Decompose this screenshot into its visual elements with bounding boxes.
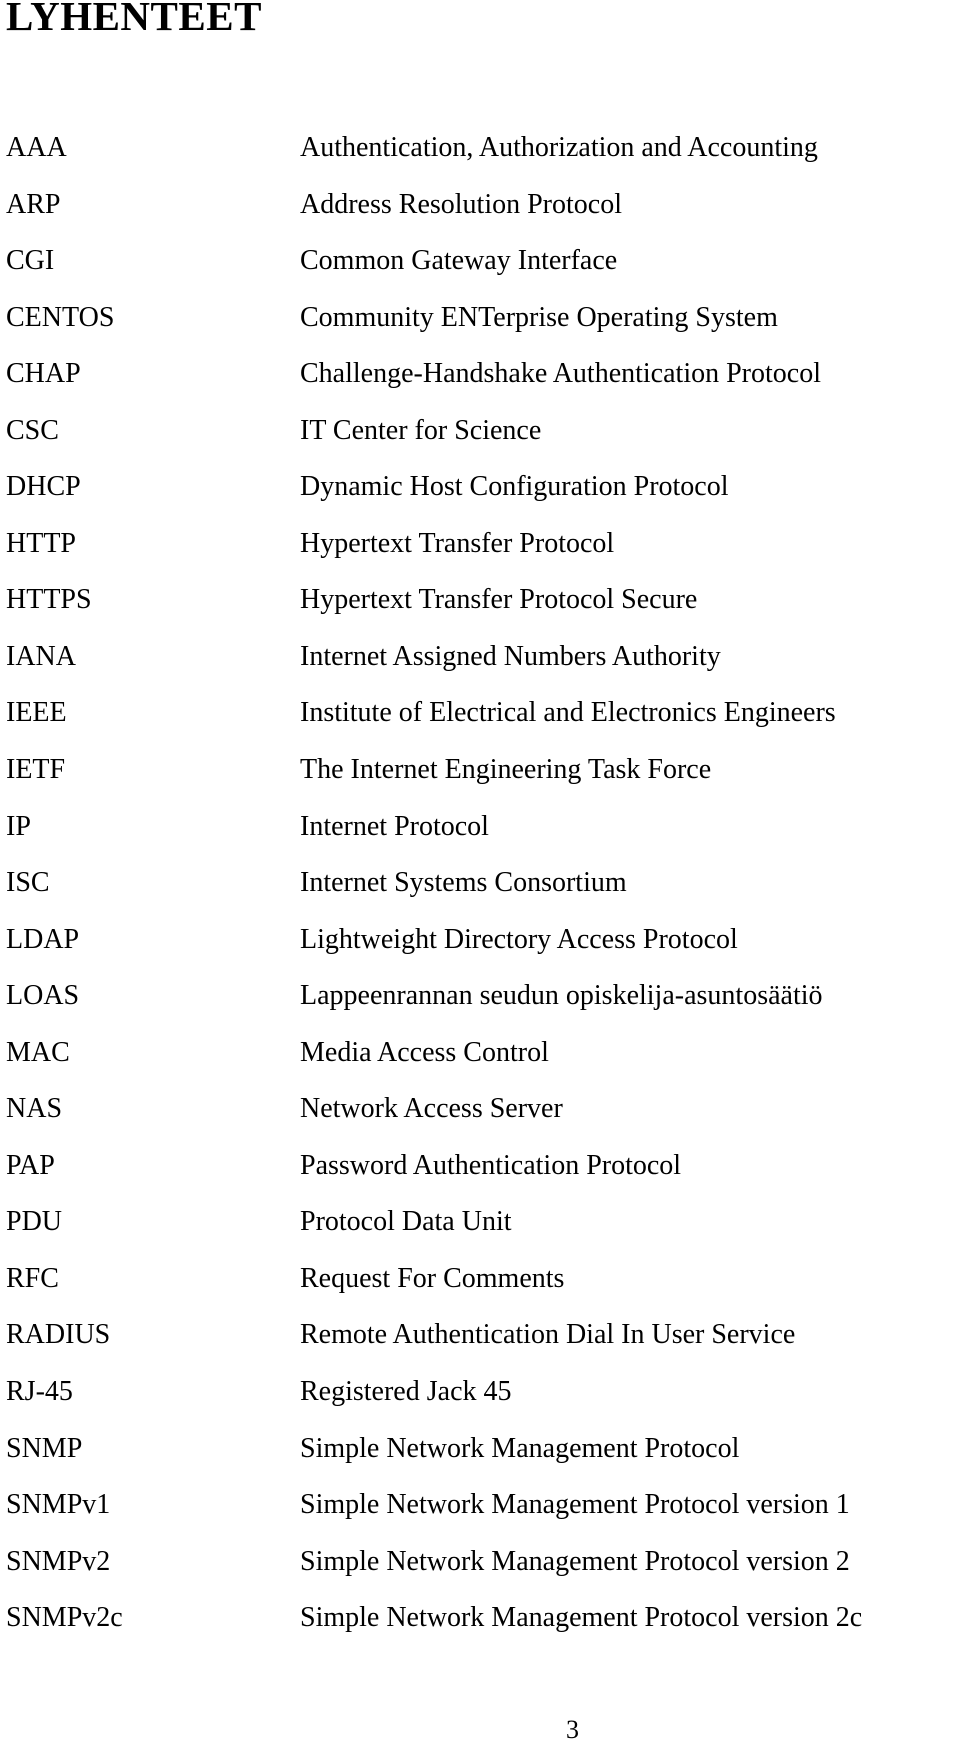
abbreviation-definition: Remote Authentication Dial In User Service	[300, 1319, 796, 1351]
abbreviation-definition: Lightweight Directory Access Protocol	[300, 923, 738, 955]
abbreviation-term: IP	[6, 810, 31, 842]
abbreviation-row	[6, 1421, 956, 1478]
abbreviation-definition: Hypertext Transfer Protocol Secure	[300, 584, 698, 616]
abbreviation-row	[6, 1025, 956, 1082]
abbreviation-row	[6, 459, 956, 516]
abbreviation-definition: The Internet Engineering Task Force	[300, 754, 712, 786]
abbreviation-term: PDU	[6, 1206, 63, 1238]
abbreviation-definition: Internet Assigned Numbers Authority	[300, 640, 721, 672]
abbreviation-term: HTTP	[6, 527, 76, 559]
abbreviation-row	[6, 572, 956, 629]
abbreviation-row	[6, 1534, 956, 1591]
abbreviation-definition: Hypertext Transfer Protocol	[300, 527, 615, 559]
abbreviation-definition: Network Access Server	[300, 1093, 563, 1125]
abbreviation-row	[6, 177, 956, 234]
abbreviation-row	[6, 742, 956, 799]
abbreviation-row	[6, 1477, 956, 1534]
abbreviation-row	[6, 1364, 956, 1421]
abbreviation-row	[6, 1590, 956, 1647]
page-number: 3	[566, 1715, 579, 1744]
abbreviation-term: SNMPv1	[6, 1489, 111, 1521]
abbreviation-row	[6, 912, 956, 969]
abbreviation-row	[6, 1194, 956, 1251]
abbreviation-term: CHAP	[6, 358, 81, 390]
abbreviation-definition: Dynamic Host Configuration Protocol	[300, 471, 729, 503]
abbreviation-row	[6, 233, 956, 290]
abbreviation-row	[6, 855, 956, 912]
abbreviation-definition: Lappeenrannan seudun opiskelija-asuntosäätiö	[300, 980, 823, 1012]
abbreviation-definition: Common Gateway Interface	[300, 245, 618, 277]
abbreviation-term: IEEE	[6, 697, 67, 729]
abbreviation-term: MAC	[6, 1036, 70, 1068]
abbreviation-term: PAP	[6, 1149, 55, 1181]
abbreviation-term: LOAS	[6, 980, 80, 1012]
abbreviation-row	[6, 516, 956, 573]
abbreviation-term: CENTOS	[6, 301, 115, 333]
abbreviation-term: CSC	[6, 414, 59, 446]
abbreviation-term: AAA	[6, 132, 67, 163]
abbreviation-term: DHCP	[6, 471, 81, 503]
abbreviation-term: ARP	[6, 188, 61, 220]
abbreviation-definition: Protocol Data Unit	[300, 1206, 512, 1238]
abbreviation-definition: IT Center for Science	[300, 414, 542, 446]
abbreviation-term: SNMP	[6, 1432, 83, 1464]
abbreviation-definition: Simple Network Management Protocol version 1	[300, 1489, 850, 1521]
abbreviation-term: RADIUS	[6, 1319, 111, 1351]
abbreviation-definition: Media Access Control	[300, 1036, 549, 1068]
abbreviation-list	[6, 120, 956, 1647]
abbreviation-row	[6, 685, 956, 742]
abbreviation-term: HTTPS	[6, 584, 92, 616]
abbreviation-definition: Password Authentication Protocol	[300, 1149, 682, 1181]
abbreviation-row	[6, 968, 956, 1025]
abbreviation-row	[6, 346, 956, 403]
abbreviation-term: IANA	[6, 640, 76, 672]
abbreviation-definition: Simple Network Management Protocol	[300, 1432, 740, 1464]
abbreviation-term: NAS	[6, 1093, 63, 1125]
abbreviation-definition: Request For Comments	[300, 1262, 565, 1294]
abbreviation-definition: Simple Network Management Protocol version 2	[300, 1545, 850, 1577]
abbreviation-term: SNMPv2	[6, 1545, 111, 1577]
abbreviation-row	[6, 799, 956, 856]
abbreviation-definition: Challenge-Handshake Authentication Protocol	[300, 358, 821, 390]
abbreviation-definition: Authentication, Authorization and Accounting	[300, 132, 818, 163]
abbreviation-term: SNMPv2c	[6, 1602, 123, 1634]
abbreviation-row	[6, 1138, 956, 1195]
abbreviation-row	[6, 403, 956, 460]
abbreviation-row	[6, 1081, 956, 1138]
abbreviation-definition: Community ENTerprise Operating System	[300, 301, 778, 333]
abbreviation-definition: Institute of Electrical and Electronics Engineers	[300, 697, 836, 729]
abbreviation-term: LDAP	[6, 923, 80, 955]
abbreviation-term: RJ-45	[6, 1376, 73, 1408]
abbreviation-definition: Address Resolution Protocol	[300, 188, 622, 220]
abbreviation-row	[6, 1251, 956, 1308]
abbreviation-term: CGI	[6, 245, 55, 277]
abbreviation-term: RFC	[6, 1262, 59, 1294]
abbreviation-row	[6, 629, 956, 686]
page-title: LYHENTEET	[6, 0, 262, 39]
abbreviation-definition: Internet Protocol	[300, 810, 489, 842]
abbreviation-term: IETF	[6, 754, 66, 786]
abbreviation-definition: Internet Systems Consortium	[300, 867, 627, 899]
abbreviation-term: ISC	[6, 867, 50, 899]
abbreviation-definition: Simple Network Management Protocol version 2c	[300, 1602, 863, 1634]
abbreviation-definition: Registered Jack 45	[300, 1376, 512, 1408]
abbreviation-row	[6, 1307, 956, 1364]
abbreviation-row	[6, 290, 956, 347]
abbreviation-row	[6, 120, 956, 177]
